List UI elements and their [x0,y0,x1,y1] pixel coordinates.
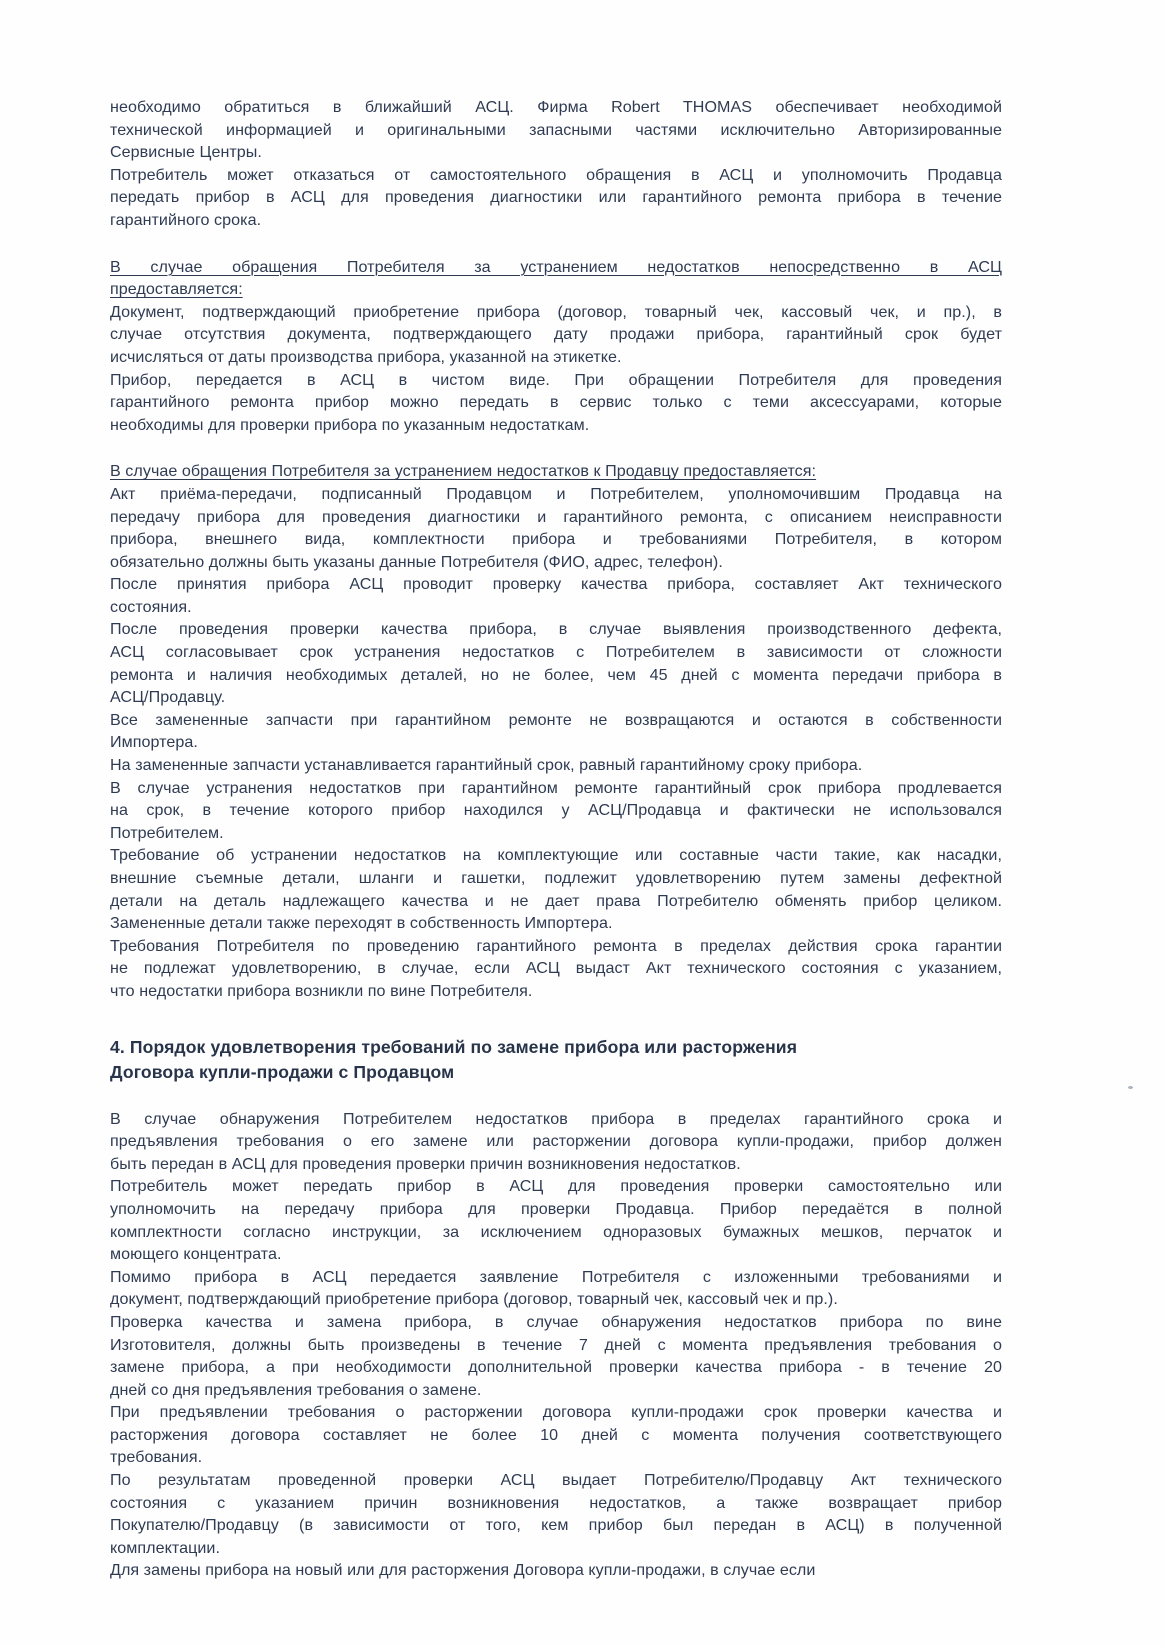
text-line: Для замены прибора на новый или для расторжения Договора купли-продажи, в случае если [110,1561,816,1580]
text-line: гарантийного срока. [110,210,262,229]
text-line: расторжения договора составляет не более 10 дней с момента получения соответствующего [110,1425,1002,1444]
text-line: не подлежат удовлетворению, в случае, если АСЦ выдаст Акт технического состояния с указанием, [110,959,1002,978]
body-paragraph [110,1108,1002,1176]
body-paragraph [110,1311,1002,1401]
text-line: передать прибор в АСЦ для проведения диагностики или гарантийного ремонта прибора в течение [110,188,1002,207]
body-paragraph [110,777,1002,845]
text-line: Помимо прибора в АСЦ передается заявление Потребителя с изложенными требованиями и [110,1267,1002,1286]
body-paragraph [110,1401,1002,1469]
text-line: необходимо обратиться в ближайший АСЦ. Фирма Robert THOMAS обеспечивает необходимой [110,98,1002,116]
text-line: случае отсутствия документа, подтверждающего дату продажи прибора, гарантийный срок будет [110,325,1002,344]
text-line: Требования Потребителя по проведению гарантийного ремонта в пределах действия срока гарантии [110,936,1002,955]
text-line: Документ, подтверждающий приобретение прибора (договор, товарный чек, кассовый чек, и пр.), в [110,302,1002,321]
text-line: Договора купли-продажи с Продавцом [110,1062,455,1083]
text-line: В случае обнаружения Потребителем недостатков прибора в пределах гарантийного срока и [110,1109,1002,1128]
text-line: Замененные детали также переходят в собственность Импортера. [110,914,613,933]
text-line: что недостатки прибора возникли по вине Потребителя. [110,981,533,1000]
text-line: ремонта и наличия необходимых деталей, но не более, чем 45 дней с момента передачи прибора в [110,665,1002,684]
document-body [110,96,1002,1582]
body-paragraph [110,1175,1002,1265]
text-line: технической информацией и оригинальными запасными частями исключительно Авторизированные [110,120,1002,139]
text-line: Изготовителя, должны быть произведены в течение 7 дней с момента предъявления требования о [110,1335,1002,1354]
text-line: АСЦ/Продавцу. [110,688,226,707]
text-line: Требование об устранении недостатков на комплектующие или составные части такие, как насадки, [110,846,1002,865]
text-line: В случае обращения Потребителя за устранением недостатков непосредственно в АСЦ [110,257,1002,276]
text-line: Сервисные Центры. [110,143,262,162]
text-line: Потребитель может передать прибор в АСЦ для проведения проверки самостоятельно или [110,1177,1002,1196]
text-line: комплектности согласно инструкции, за исключением одноразовых бумажных мешков, перчаток и [110,1222,1002,1241]
body-paragraph [110,1559,1002,1582]
section-subheading [110,460,1002,483]
body-paragraph [110,1266,1002,1311]
text-line: предъявления требования о его замене или расторжении договора купли-продажи, прибор должен [110,1132,1002,1151]
paragraph-spacer [110,436,1002,460]
text-line: Потребителем. [110,823,224,842]
text-line: Все замененные запчасти при гарантийном ремонте не возвращаются и остаются в собственности [110,710,1002,729]
body-paragraph [110,754,1002,777]
paragraph-spacer [110,1086,1002,1108]
text-line: детали на деталь надлежащего качества и не дает права Потребителю обменять прибор целиком. [110,891,1002,910]
text-line: предоставляется: [110,280,243,299]
scan-artifact-dot [1128,1086,1133,1089]
section-subheading [110,256,1002,301]
text-line: Покупателю/Продавцу (в зависимости от того, кем прибор был передан в АСЦ) в полученной [110,1516,1002,1535]
text-line: Проверка качества и замена прибора, в случае обнаружения недостатков прибора по вине [110,1312,1002,1331]
text-line: уполномочить на передачу прибора для проверки Продавца. Прибор передаётся в полной [110,1199,1002,1218]
text-line: быть передан в АСЦ для проведения проверки причин возникновения недостатков. [110,1154,741,1173]
body-paragraph [110,709,1002,754]
paragraph-spacer [110,232,1002,256]
text-line: Импортера. [110,733,198,752]
text-line: По результатам проведенной проверки АСЦ выдает Потребителю/Продавцу Акт технического [110,1471,1002,1490]
text-line: моющего концентрата. [110,1245,282,1264]
body-paragraph [110,96,1002,164]
body-paragraph [110,164,1002,232]
text-line: необходимы для проверки прибора по указанным недостаткам. [110,415,590,434]
text-line: внешние съемные детали, шланги и гашетки, подлежит удовлетворению путем замены дефектной [110,869,1002,887]
text-line: Акт приёма-передачи, подписанный Продавцом и Потребителем, уполномочившим Продавца на [110,484,1002,503]
body-paragraph [110,935,1002,1003]
text-line: документ, подтверждающий приобретение прибора (договор, товарный чек, кассовый чек и пр.). [110,1290,838,1309]
text-line: на срок, в течение которого прибор находился у АСЦ/Продавца и фактически не использовался [110,801,1002,820]
body-paragraph [110,844,1002,934]
text-line: состояния с указанием причин возникновения недостатков, а также возвращает прибор [110,1493,1002,1512]
text-line: В случае обращения Потребителя за устранением недостатков к Продавцу предоставляется: [110,462,817,481]
body-paragraph [110,573,1002,618]
text-line: обязательно должны быть указаны данные Потребителя (ФИО, адрес, телефон). [110,552,723,571]
text-line: состояния. [110,597,192,616]
paragraph-spacer [110,1003,1002,1035]
text-line: На замененные запчасти устанавливается гарантийный срок, равный гарантийному сроку прибора. [110,756,863,775]
text-line: комплектации. [110,1538,220,1557]
body-paragraph [110,1469,1002,1559]
text-line: После проведения проверки качества прибора, в случае выявления производственного дефекта, [110,620,1002,639]
body-paragraph [110,618,1002,708]
text-line: После принятия прибора АСЦ проводит проверку качества прибора, составляет Акт технического [110,575,1002,594]
text-line: Потребитель может отказаться от самостоятельного обращения в АСЦ и уполномочить Продавца [110,165,1002,184]
text-line: гарантийного ремонта прибор можно передать в сервис только с теми аксессуарами, которые [110,393,1002,412]
text-line: прибора, внешнего вида, комплектности прибора и требованиями Потребителя, в котором [110,530,1002,549]
text-line: При предъявлении требования о расторжении договора купли-продажи срок проверки качества и [110,1403,1002,1422]
text-line: Прибор, передается в АСЦ в чистом виде. При обращении Потребителя для проведения [110,370,1002,389]
text-line: АСЦ согласовывает срок устранения недостатков с Потребителем в зависимости от сложности [110,643,1002,662]
text-line: 4. Порядок удовлетворения требований по замене прибора или расторжения [110,1036,798,1057]
section-heading [110,1035,1002,1086]
text-line: В случае устранения недостатков при гарантийном ремонте гарантийный срок прибора продлевается [110,778,1002,797]
body-paragraph [110,301,1002,369]
text-line: замене прибора, а при необходимости дополнительной проверки качества прибора - в течение 20 [110,1358,1002,1377]
body-paragraph [110,483,1002,573]
body-paragraph [110,369,1002,437]
text-line: требования. [110,1448,203,1467]
text-line: исчисляться от даты производства прибора, указанной на этикетке. [110,347,622,366]
text-line: дней со дня предъявления требования о замене. [110,1380,482,1399]
text-line: передачу прибора для проведения диагностики и гарантийного ремонта, с описанием неисправности [110,507,1002,526]
